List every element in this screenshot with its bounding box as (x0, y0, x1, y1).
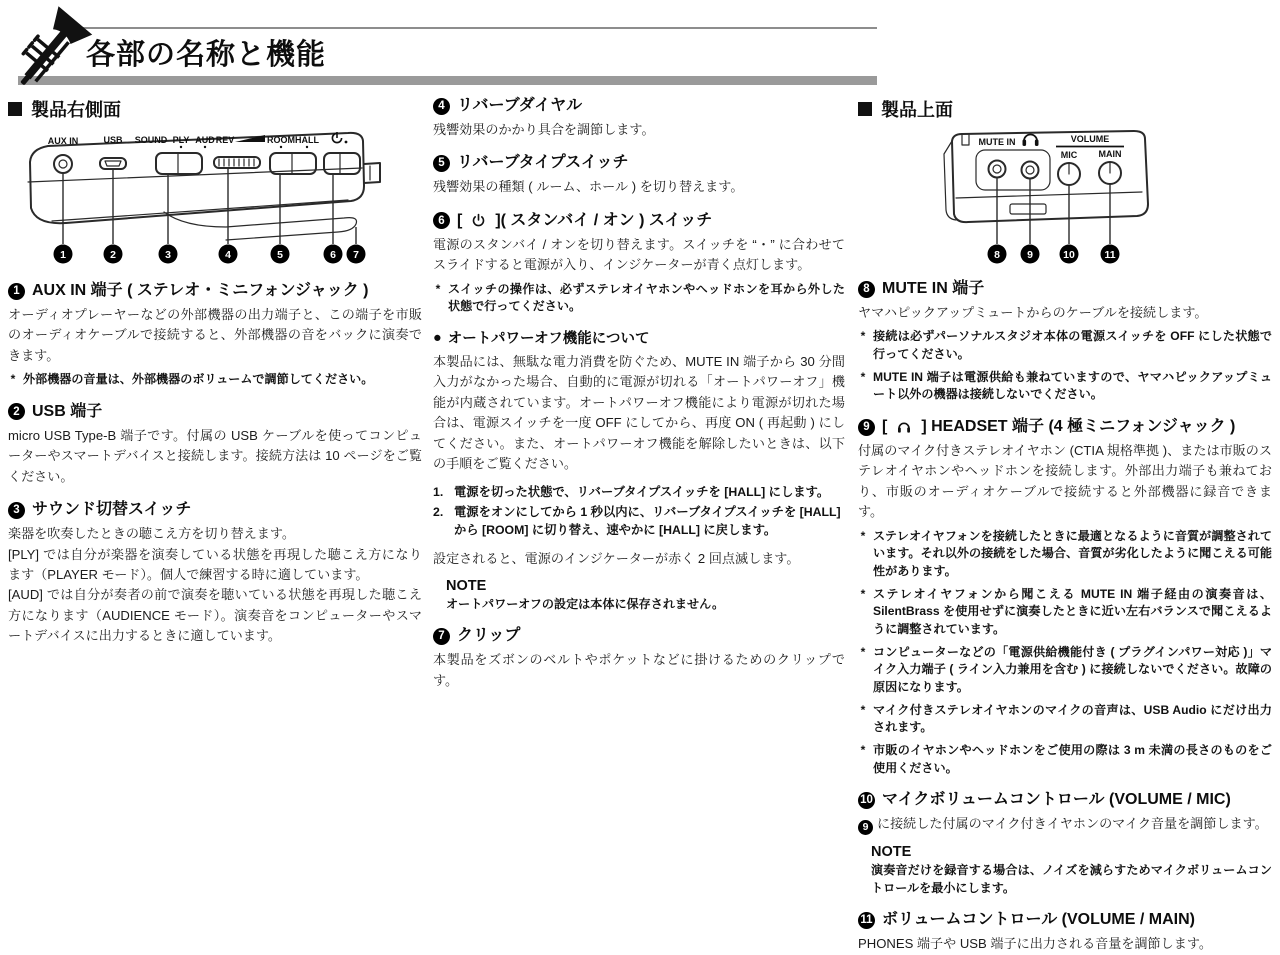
callout-9 (1021, 245, 1040, 264)
svg-text:1: 1 (60, 249, 66, 261)
item-title-post: ] HEADSET 端子 (4 極ミニフォンジャック ) (921, 418, 1236, 436)
item-reverb-dial (433, 96, 845, 140)
bullet-text: ステレオイヤフォンを接続したときに最適となるように音質が調整されています。それ以外の接続をした場合、音質が劣化したように聞こえる可能性があります。 (873, 528, 1272, 579)
column-middle (433, 90, 845, 691)
item-main-volume (858, 910, 1272, 954)
item-heading (433, 96, 845, 116)
item-body: 本製品をズボンのベルトやポケットなどに掛けるためのクリップです。 (433, 652, 845, 688)
circled-number: 7 (433, 628, 450, 645)
label-mic: MIC (1060, 150, 1078, 160)
item-body: micro USB Type-B 端子です。付属の USB ケーブルを使ってコンピューターやスマートデバイスと接続します。接続方法は 10 ページをご覧ください。 (8, 427, 422, 484)
bullet-text: スイッチの操作は、必ずステレオイヤホンやヘッドホンを耳から外した状態で行ってください。 (448, 281, 845, 314)
bullet-text: 市販のイヤホンやヘッドホンをご使用の際は 3 m 未満の長さのものをご使用ください。 (873, 742, 1272, 775)
item-heading (8, 281, 422, 301)
svg-text:4: 4 (225, 249, 231, 261)
item-note-bullet (8, 371, 422, 389)
label-volume: VOLUME (1070, 134, 1110, 144)
note-label: NOTE (446, 577, 487, 594)
circled-number: 2 (8, 403, 25, 420)
item-title: クリップ (457, 627, 521, 645)
asterisk-marker: * (860, 586, 866, 601)
header-top-rule (56, 27, 877, 29)
item-sound-switch (8, 500, 422, 647)
svg-text:6: 6 (330, 249, 336, 261)
section-title-text: 製品右側面 (31, 100, 121, 120)
item-mic-volume (858, 790, 1272, 897)
circled-number: 6 (433, 212, 450, 229)
item-heading (433, 153, 845, 173)
circled-number: 8 (858, 281, 875, 298)
item-body: 残響効果のかかり具合を調節します。 (433, 122, 655, 137)
header-bottom-bar (18, 76, 877, 85)
autopower-heading-text: オートパワーオフ機能について (447, 331, 650, 347)
dot-marker: ● (433, 329, 442, 346)
step-text: 電源をオンにしてから 1 秒以内に、リバーブタイプスイッチを [HALL] から [ROOM] に切り替え、速やかに [HALL] に戻します。 (454, 505, 841, 538)
item-headset (858, 417, 1272, 777)
callout-3 (159, 245, 178, 264)
label-usb: USB (103, 135, 123, 145)
item-aux-in (8, 281, 422, 389)
label-hall: HALL (295, 135, 319, 145)
callout-7 (347, 245, 366, 264)
item-heading (858, 279, 1272, 299)
label-aux-in: AUX IN (47, 136, 79, 146)
item-body: 付属のマイク付きステレオイヤホン (CTIA 規格準拠 )、または市販のステレオイヤホンやヘッドホンを接続します。外部出力端子も兼ねており、市販のオーディオケーブルで接続すると外部機器に録音できます。 (858, 443, 1272, 520)
item-title-post: ]( スタンバイ / オン ) スイッチ (495, 211, 713, 229)
item-note-bullet (433, 281, 845, 316)
item-reverb-type (433, 153, 845, 197)
callout-6 (324, 245, 343, 264)
step-text: 電源を切った状態で、リバーブタイプスイッチを [HALL] にします。 (454, 484, 830, 499)
autopower-heading (433, 327, 845, 348)
item-note-bullet (858, 742, 1272, 777)
item-heading (8, 402, 422, 422)
item-title: ボリュームコントロール (VOLUME / MAIN) (882, 911, 1195, 929)
callout-4 (219, 245, 238, 264)
bullet-text: コンピューターなどの「電源供給機能付き ( プラグインパワー対応 )」マイク入力端子 ( ライン入力兼用を含む ) に接続しないでください。故障の原因になります。 (873, 644, 1272, 694)
label-sound: SOUND (134, 135, 168, 145)
asterisk-marker: * (860, 528, 866, 543)
label-main: MAIN (1098, 149, 1122, 159)
asterisk-marker: * (860, 644, 866, 659)
circled-number-ref: 9 (858, 820, 873, 835)
step-number: 2. (433, 505, 444, 520)
label-room: ROOM (267, 135, 295, 145)
item-title: リバーブタイプスイッチ (457, 154, 629, 172)
callout-5 (271, 245, 290, 264)
label-mute-in: MUTE IN (978, 137, 1016, 147)
asterisk-marker: * (435, 281, 441, 296)
trumpet-icon (6, 2, 94, 102)
column-product-right-side (8, 90, 422, 647)
callout-10 (1060, 245, 1079, 264)
autopower-section (433, 327, 845, 613)
asterisk-marker: * (860, 742, 866, 757)
item-title-pre: [ (457, 211, 463, 229)
item-body: ヤマハピックアップミュートからのケーブルを接続します。 (858, 305, 1208, 320)
label-rev: REV (215, 135, 235, 145)
item-body: [PLY] では自分が楽器を演奏している状態を再現した聴こえ方になります（PLAYER モード）。個人で練習する時に適しています。 (8, 546, 422, 583)
page-title: 各部の名称と機能 (86, 39, 327, 71)
svg-text:10: 10 (1063, 249, 1075, 261)
svg-text:3: 3 (165, 249, 171, 261)
section-square-icon (8, 102, 22, 116)
asterisk-marker: * (860, 329, 866, 344)
circled-number: 10 (858, 792, 875, 809)
item-note-bullet (858, 328, 1272, 363)
top-view-diagram (918, 126, 1168, 266)
item-heading (433, 626, 845, 646)
callout-11 (1101, 245, 1120, 264)
headset-icon (896, 419, 912, 435)
section-title-right-side (8, 96, 422, 122)
step-number: 1. (433, 484, 444, 499)
note-text: オートパワーオフの設定は本体に保存されません。 (446, 596, 725, 611)
item-note-bullet (858, 644, 1272, 697)
item-note-bullet (858, 702, 1272, 737)
bullet-text: マイク付きステレオイヤホンのマイクの音声は、USB Audio にだけ出力されます。 (873, 702, 1272, 735)
asterisk-marker: * (860, 702, 866, 717)
svg-text:7: 7 (353, 249, 359, 261)
callout-2 (104, 245, 123, 264)
item-body: [AUD] では自分が奏者の前で演奏を聴いている状態を再現した聴こえ方になります（AUDIENCE モード）。演奏音をコンピューターやスマートデバイスに出力するときに適しています。 (8, 587, 422, 644)
item-note-bullet (858, 528, 1272, 581)
svg-text:9: 9 (1027, 249, 1033, 261)
autopower-result: 設定されると、電源のインジケーターが赤く 2 回点滅します。 (433, 551, 800, 567)
headset-icon (1023, 135, 1039, 147)
callout-8 (988, 245, 1007, 264)
item-body: PHONES 端子や USB 端子に出力される音量を調節します。 (858, 936, 1212, 952)
bullet-text: ステレオイヤフォンから聞こえる MUTE IN 端子経由の演奏音は、SilentBrass を使用せずに演奏したときに近い左右バランスで聞こえるように調整されています。 (873, 586, 1272, 637)
svg-text:2: 2 (110, 249, 116, 261)
item-title: MUTE IN 端子 (882, 280, 985, 297)
note-text: 演奏音だけを録音する場合は、ノイズを減らすためマイクボリュームコントロールを最小にします。 (871, 862, 1272, 895)
item-title: AUX IN 端子 ( ステレオ・ミニフォンジャック ) (32, 282, 369, 299)
item-standby-switch (433, 211, 845, 316)
label-ply: PLY (172, 135, 190, 145)
item-note-bullet (858, 586, 1272, 639)
callout-1 (54, 245, 73, 264)
item-body (858, 814, 1272, 835)
svg-text:11: 11 (1104, 249, 1116, 261)
asterisk-marker: * (860, 369, 866, 384)
item-heading (858, 417, 1272, 437)
bullet-text: 外部機器の音量は、外部機器のボリュームで調節してください。 (23, 372, 374, 387)
item-usb (8, 402, 422, 487)
section-title-text: 製品上面 (881, 100, 953, 120)
item-note-bullet (858, 369, 1272, 404)
item-body: オーディオプレーヤーなどの外部機器の出力端子と、この端子を市販のオーディオケーブルで接続すると、外部機器の音をバックに演奏できます。 (8, 307, 422, 363)
circled-number: 9 (858, 419, 875, 436)
column-product-top (858, 90, 1272, 955)
item-title: サウンド切替スイッチ (32, 501, 192, 519)
item-title: USB 端子 (32, 402, 103, 420)
power-icon (471, 213, 486, 228)
bullet-text: MUTE IN 端子は電源供給も兼ねていますので、ヤマハピックアップミュート以外の機器は接続しないでください。 (873, 369, 1272, 402)
item-body-text: に接続した付属のマイク付きイヤホンのマイク音量を調節します。 (877, 816, 1268, 832)
item-body: 電源のスタンバイ / オンを切り替えます。スイッチを “・” に合わせてスライドすると電源が入り、インジケーターが青く点灯します。 (433, 236, 845, 273)
autopower-body: 本製品には、無駄な電力消費を防ぐため、MUTE IN 端子から 30 分間入力がなかった場合、自動的に電源が切れる「オートパワーオフ」機能が内蔵されています。オートパワーオフ機能により電源が切れた場合は、電源スイッチを一度 OFF にしてから、再度 ON ( 再起動 ) にしてください。また、オートパワーオフ機能を解除したいときは、以下の手順をご覧ください。 (433, 354, 845, 472)
note-label: NOTE (871, 843, 912, 860)
circled-number: 11 (858, 912, 875, 929)
svg-text:5: 5 (277, 249, 283, 261)
note-block (446, 578, 845, 614)
item-title: マイクボリュームコントロール (VOLUME / MIC) (882, 791, 1231, 809)
item-title: リバーブダイヤル (457, 97, 583, 114)
asterisk-marker: * (10, 372, 16, 387)
circled-number: 1 (8, 283, 25, 300)
autopower-steps (433, 484, 845, 540)
circled-number: 5 (433, 155, 450, 172)
item-heading (858, 910, 1272, 930)
item-clip (433, 626, 845, 691)
note-block (871, 844, 1272, 897)
step-2 (433, 504, 845, 540)
bullet-text: 接続は必ずパーソナルスタジオ本体の電源スイッチを OFF にした状態で行ってください。 (873, 329, 1272, 362)
label-aud: AUD (195, 135, 215, 145)
item-title-pre: [ (882, 418, 888, 436)
circled-number: 4 (433, 98, 450, 115)
step-1 (433, 484, 845, 502)
item-mute-in (858, 279, 1272, 404)
svg-text:8: 8 (994, 249, 1000, 261)
right-side-diagram (8, 126, 408, 268)
item-body: 残響効果の種類 ( ルーム、ホール ) を切り替えます。 (433, 179, 744, 195)
item-heading (8, 500, 422, 520)
item-body: 楽器を吹奏したときの聴こえ方を切り替えます。 (8, 526, 296, 542)
item-heading (858, 790, 1272, 810)
section-title-top (858, 96, 1272, 122)
section-square-icon (858, 102, 872, 116)
item-heading (433, 211, 845, 231)
circled-number: 3 (8, 502, 25, 519)
